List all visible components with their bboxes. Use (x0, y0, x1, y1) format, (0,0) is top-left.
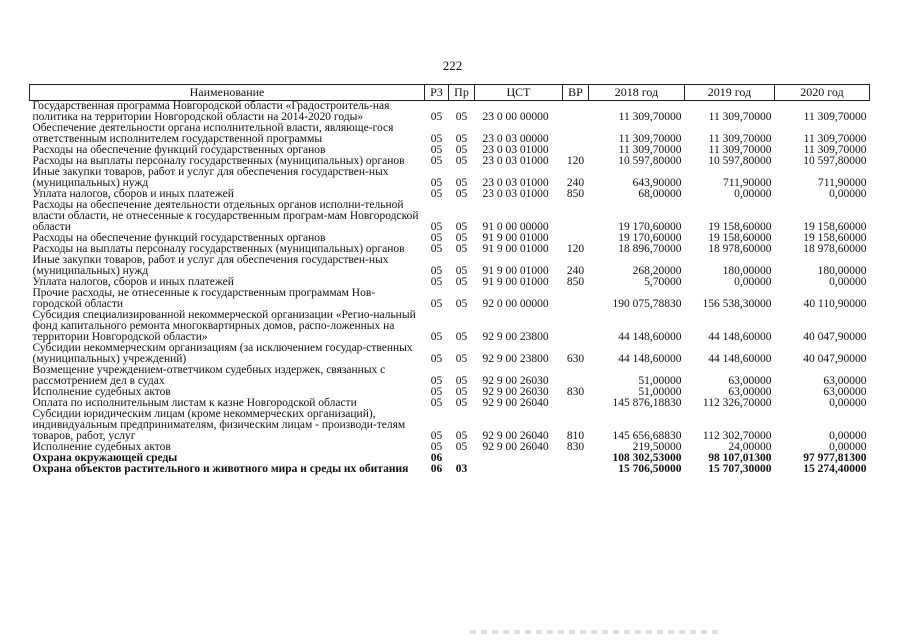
cell-rz: 05 (430, 111, 443, 123)
cell-y2020: 0,00000 (829, 188, 867, 200)
cell-y2019: 156 538,30000 (702, 298, 772, 310)
cell-rz: 05 (430, 386, 443, 398)
cell-y2018: 5,70000 (644, 276, 682, 288)
cell-cst: 92 9 00 23800 (482, 331, 549, 343)
cell-vr: 830 (566, 386, 585, 398)
cell-y2019: 18 978,60000 (708, 243, 772, 255)
cell-y2019: 15 707,30000 (708, 463, 772, 475)
cell-rz: 05 (430, 188, 443, 200)
cell-vr: 850 (566, 276, 585, 288)
cell-cst: 92 9 00 26040 (482, 430, 549, 442)
cell-name: Возмещение учреждением-ответчиком судебных издержек, связанных с рассмотрением дел в судах (32, 364, 386, 387)
table-row (30, 365, 870, 387)
table-row (30, 101, 870, 124)
cell-pr: 05 (455, 133, 468, 145)
cell-y2018: 268,20000 (632, 265, 682, 277)
cell-y2020: 11 309,70000 (803, 133, 867, 145)
cell-name: Исполнение судебных актов (32, 441, 171, 453)
cell-y2018: 108 302,53000 (612, 452, 682, 464)
cell-y2020: 0,00000 (829, 430, 867, 442)
cell-cst: 92 0 00 00000 (482, 298, 549, 310)
cell-cst: 91 9 00 01000 (482, 243, 549, 255)
cell-y2019: 112 302,70000 (702, 430, 772, 442)
cell-name: Расходы на обеспечение функций государственных органов (32, 144, 326, 156)
cell-vr: 240 (566, 265, 585, 277)
scan-artifact (470, 630, 720, 634)
cell-rz: 05 (430, 353, 443, 365)
cell-y2019: 11 309,70000 (708, 133, 772, 145)
cell-cst: 92 9 00 23800 (482, 353, 549, 365)
cell-name: Охрана окружающей среды (32, 452, 178, 464)
cell-y2020: 0,00000 (829, 276, 867, 288)
cell-name: Исполнение судебных актов (32, 386, 171, 398)
cell-name: Субсидия специализированной некоммерческой организации «Регио-нальный фонд капитального ремонта многоквартирных домов, распо-ложенных на территории Новгородской области» (32, 309, 416, 343)
cell-y2020: 18 978,60000 (803, 243, 867, 255)
cell-name: Расходы на выплаты персоналу государственных (муниципальных) органов (32, 155, 405, 167)
cell-y2019: 24,00000 (728, 441, 772, 453)
cell-rz: 05 (430, 441, 443, 453)
cell-pr: 05 (455, 386, 468, 398)
cell-rz: 05 (430, 232, 443, 244)
header-2019: 2019 год (685, 85, 775, 101)
cell-rz: 06 (430, 452, 443, 464)
cell-vr (563, 365, 589, 387)
header-cst: ЦСТ (475, 85, 563, 101)
header-pr: Пр (449, 85, 475, 101)
cell-y2018: 18 896,70000 (618, 243, 682, 255)
header-name: Наименование (30, 85, 425, 101)
cell-pr: 05 (455, 331, 468, 343)
header-vr: ВР (563, 85, 589, 101)
cell-vr (563, 453, 589, 464)
cell-y2018: 51,00000 (638, 375, 682, 387)
cell-pr: 05 (455, 430, 468, 442)
cell-name: Охрана объектов растительного и животного мира и среды их обитания (32, 463, 409, 475)
cell-cst: 91 9 00 01000 (482, 276, 549, 288)
table-header-row (30, 85, 870, 101)
cell-pr: 05 (455, 397, 468, 409)
cell-rz: 05 (430, 155, 443, 167)
cell-cst: 92 9 00 26040 (482, 397, 549, 409)
header-2020: 2020 год (775, 85, 870, 101)
cell-rz: 05 (430, 133, 443, 145)
cell-y2018: 51,00000 (638, 386, 682, 398)
cell-y2018: 145 656,68830 (612, 430, 682, 442)
cell-pr: 05 (455, 188, 468, 200)
cell-rz: 05 (430, 221, 443, 233)
cell-name: Расходы на выплаты персоналу государственных (муниципальных) органов (32, 243, 405, 255)
cell-vr (563, 310, 589, 343)
table-row (30, 288, 870, 310)
cell-rz: 05 (430, 331, 443, 343)
cell-vr (563, 288, 589, 310)
cell-pr: 05 (455, 441, 468, 453)
cell-pr: 05 (455, 265, 468, 277)
cell-rz: 05 (430, 375, 443, 387)
cell-vr (563, 200, 589, 233)
cell-y2018: 643,90000 (632, 177, 682, 189)
cell-pr: 05 (455, 276, 468, 288)
cell-y2020: 180,00000 (817, 265, 867, 277)
cell-cst (475, 453, 563, 464)
budget-table (29, 84, 870, 475)
cell-cst: 23 0 03 00000 (482, 133, 549, 145)
cell-vr: 240 (566, 177, 585, 189)
cell-cst: 91 0 00 00000 (482, 221, 549, 233)
cell-name: Субсидии юридическим лицам (кроме некоммерческих организаций), индивидуальным предпринимателям, физическим лицам - производи-телям товаров, работ, услуг (32, 408, 406, 442)
cell-y2019: 112 326,70000 (702, 397, 772, 409)
cell-y2018: 219,50000 (632, 441, 682, 453)
cell-pr: 05 (455, 298, 468, 310)
cell-rz: 05 (430, 144, 443, 156)
table-row (30, 310, 870, 343)
cell-y2018: 15 706,50000 (618, 463, 682, 475)
cell-name: Иные закупки товаров, работ и услуг для обеспечения государствен-ных (муниципальных) нужд (32, 254, 389, 277)
cell-y2019: 0,00000 (734, 188, 772, 200)
table-row (30, 409, 870, 442)
cell-vr: 630 (566, 353, 585, 365)
cell-pr: 05 (455, 177, 468, 189)
cell-y2020: 15 274,40000 (803, 463, 867, 475)
cell-cst: 91 9 00 01000 (482, 232, 549, 244)
cell-y2018: 11 309,70000 (618, 133, 682, 145)
cell-vr (563, 398, 589, 409)
cell-name: Уплата налогов, сборов и иных платежей (32, 276, 234, 288)
cell-vr (563, 464, 589, 475)
table-row (30, 343, 870, 365)
cell-y2019: 11 309,70000 (708, 144, 772, 156)
cell-cst: 23 0 03 01000 (482, 144, 549, 156)
header-2018: 2018 год (589, 85, 685, 101)
cell-vr (563, 101, 589, 124)
cell-vr: 850 (566, 188, 585, 200)
table-row (30, 167, 870, 189)
cell-y2018: 68,00000 (638, 188, 682, 200)
cell-rz: 05 (430, 243, 443, 255)
cell-y2019: 63,00000 (728, 375, 772, 387)
cell-rz: 05 (430, 276, 443, 288)
cell-name: Субсидии некоммерческим организациям (за исключением государ-ственных (муниципальных) учреждений) (32, 342, 413, 365)
cell-y2020: 11 309,70000 (803, 111, 867, 123)
cell-pr: 05 (455, 375, 468, 387)
cell-cst: 23 0 03 01000 (482, 177, 549, 189)
cell-y2020: 11 309,70000 (803, 144, 867, 156)
cell-y2020: 711,90000 (818, 177, 867, 189)
cell-vr: 830 (566, 441, 585, 453)
cell-y2019: 98 107,01300 (708, 452, 772, 464)
cell-cst: 91 9 00 01000 (482, 265, 549, 277)
cell-y2019: 63,00000 (728, 386, 772, 398)
cell-y2018: 10 597,80000 (618, 155, 682, 167)
cell-pr: 05 (455, 111, 468, 123)
cell-name: Государственная программа Новгородской области «Градостроитель-ная политика на территории Новгородской области на 2014-2020 годы» (32, 100, 390, 123)
cell-pr: 05 (455, 144, 468, 156)
cell-y2018: 145 876,18830 (612, 397, 682, 409)
cell-pr: 05 (455, 353, 468, 365)
cell-y2020: 63,00000 (823, 386, 867, 398)
cell-rz: 05 (430, 430, 443, 442)
table-row (30, 200, 870, 233)
cell-y2019: 10 597,80000 (708, 155, 772, 167)
cell-vr: 120 (566, 243, 585, 255)
cell-cst: 23 0 00 00000 (482, 111, 549, 123)
header-rz: РЗ (425, 85, 449, 101)
cell-y2020: 19 158,60000 (803, 232, 867, 244)
cell-name: Расходы на обеспечение деятельности отдельных органов исполни-тельной власти области, не отнесенные к государственным програм-мам Новгородской области (32, 199, 419, 233)
cell-y2019: 180,00000 (722, 265, 772, 277)
cell-pr: 05 (455, 221, 468, 233)
cell-rz: 05 (430, 265, 443, 277)
cell-y2020: 0,00000 (829, 441, 867, 453)
cell-y2020: 0,00000 (829, 397, 867, 409)
cell-cst: 23 0 03 01000 (482, 155, 549, 167)
cell-y2018: 19 170,60000 (618, 232, 682, 244)
cell-cst: 92 9 00 26030 (482, 375, 549, 387)
cell-rz: 05 (430, 298, 443, 310)
cell-vr: 810 (566, 430, 585, 442)
page-number: 222 (442, 58, 463, 73)
table-body (30, 101, 870, 476)
table-row (30, 123, 870, 145)
cell-name: Уплата налогов, сборов и иных платежей (32, 188, 234, 200)
cell-y2019: 19 158,60000 (708, 232, 772, 244)
cell-y2020: 63,00000 (823, 375, 867, 387)
cell-y2020: 40 047,90000 (803, 331, 867, 343)
cell-cst: 92 9 00 26040 (482, 441, 549, 453)
cell-vr (563, 123, 589, 145)
cell-pr: 05 (455, 232, 468, 244)
cell-vr: 120 (566, 155, 585, 167)
cell-y2019: 11 309,70000 (708, 111, 772, 123)
cell-pr: 03 (455, 463, 468, 475)
cell-y2020: 97 977,81300 (803, 452, 867, 464)
cell-y2018: 44 148,60000 (618, 331, 682, 343)
cell-y2018: 19 170,60000 (618, 221, 682, 233)
cell-y2020: 40 110,90000 (803, 298, 867, 310)
cell-name: Прочие расходы, не отнесенные к государственным программам Нов-городской области (32, 287, 376, 310)
cell-cst (475, 464, 563, 475)
cell-y2018: 44 148,60000 (618, 353, 682, 365)
cell-pr: 05 (455, 155, 468, 167)
cell-y2020: 10 597,80000 (803, 155, 867, 167)
table-row (30, 464, 870, 475)
cell-y2019: 0,00000 (734, 276, 772, 288)
cell-y2018: 11 309,70000 (618, 144, 682, 156)
cell-cst: 92 9 00 26030 (482, 386, 549, 398)
cell-y2019: 19 158,60000 (708, 221, 772, 233)
cell-y2020: 40 047,90000 (803, 353, 867, 365)
cell-y2018: 11 309,70000 (618, 111, 682, 123)
cell-y2018: 190 075,78830 (612, 298, 682, 310)
table-row (30, 255, 870, 277)
cell-rz: 05 (430, 397, 443, 409)
cell-rz: 06 (430, 463, 443, 475)
cell-name: Обеспечение деятельности органа исполнительной власти, являюще-гося ответственным исполнителем государственной программы (32, 122, 394, 145)
cell-name: Расходы на обеспечение функций государственных органов (32, 232, 326, 244)
cell-y2019: 44 148,60000 (708, 353, 772, 365)
cell-y2019: 44 148,60000 (708, 331, 772, 343)
cell-y2019: 711,90000 (723, 177, 772, 189)
cell-rz: 05 (430, 177, 443, 189)
cell-y2020: 19 158,60000 (803, 221, 867, 233)
cell-cst: 23 0 03 01000 (482, 188, 549, 200)
cell-name: Иные закупки товаров, работ и услуг для обеспечения государствен-ных (муниципальных) нужд (32, 166, 389, 189)
cell-name: Оплата по исполнительным листам к казне Новгородской области (32, 397, 357, 409)
cell-pr: 05 (455, 243, 468, 255)
